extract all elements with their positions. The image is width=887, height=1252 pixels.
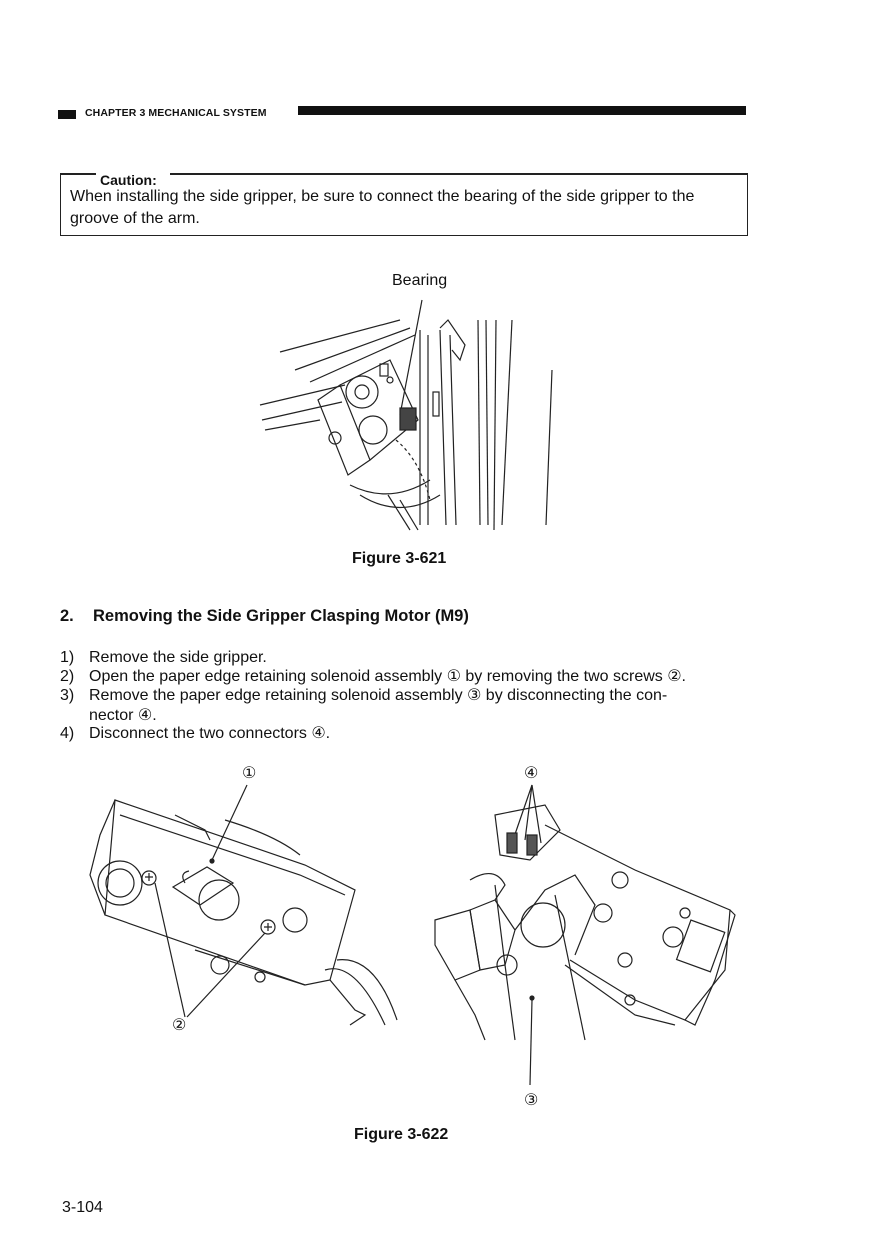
caution-label: Caution: bbox=[100, 172, 157, 188]
bearing-callout: Bearing bbox=[392, 272, 448, 289]
caution-box-top-left bbox=[60, 173, 96, 175]
page-number: 3-104 bbox=[62, 1199, 103, 1216]
step-text: Open the paper edge retaining solenoid assembly ① by removing the two screws ②. bbox=[89, 668, 686, 685]
step-number: 4) bbox=[60, 725, 75, 742]
section-title: Removing the Side Gripper Clasping Motor (M9) bbox=[93, 607, 469, 625]
chapter-header-block bbox=[58, 110, 76, 119]
section-heading bbox=[60, 607, 469, 626]
step-text: Remove the paper edge retaining solenoid assembly ③ by disconnecting the con- bbox=[89, 687, 668, 704]
chapter-header-rule bbox=[298, 106, 746, 115]
figure-3-622-caption: Figure 3-622 bbox=[354, 1126, 449, 1143]
step-number: 3) bbox=[60, 687, 75, 704]
chapter-header: CHAPTER 3 MECHANICAL SYSTEM bbox=[85, 107, 267, 119]
callout-1: ① bbox=[242, 765, 257, 782]
step-number: 2) bbox=[60, 668, 75, 685]
callout-4: ④ bbox=[524, 765, 539, 782]
callout-2: ② bbox=[172, 1017, 187, 1034]
step-number: 1) bbox=[60, 649, 75, 666]
caution-text: When installing the side gripper, be sure to connect the bearing of the side gripper to the groove of the arm. bbox=[70, 188, 695, 227]
side-gripper-bearing-illustration bbox=[250, 290, 570, 535]
step-text: Remove the side gripper. bbox=[89, 649, 267, 666]
figure-3-621-caption: Figure 3-621 bbox=[352, 550, 447, 567]
step-text: Disconnect the two connectors ④. bbox=[89, 725, 331, 742]
caution-box-top-right bbox=[170, 173, 748, 175]
callout-3: ③ bbox=[524, 1092, 539, 1109]
solenoid-assembly-illustration bbox=[75, 755, 775, 1115]
section-number: 2. bbox=[60, 607, 74, 625]
step-text-continued: nector ④. bbox=[89, 707, 157, 724]
